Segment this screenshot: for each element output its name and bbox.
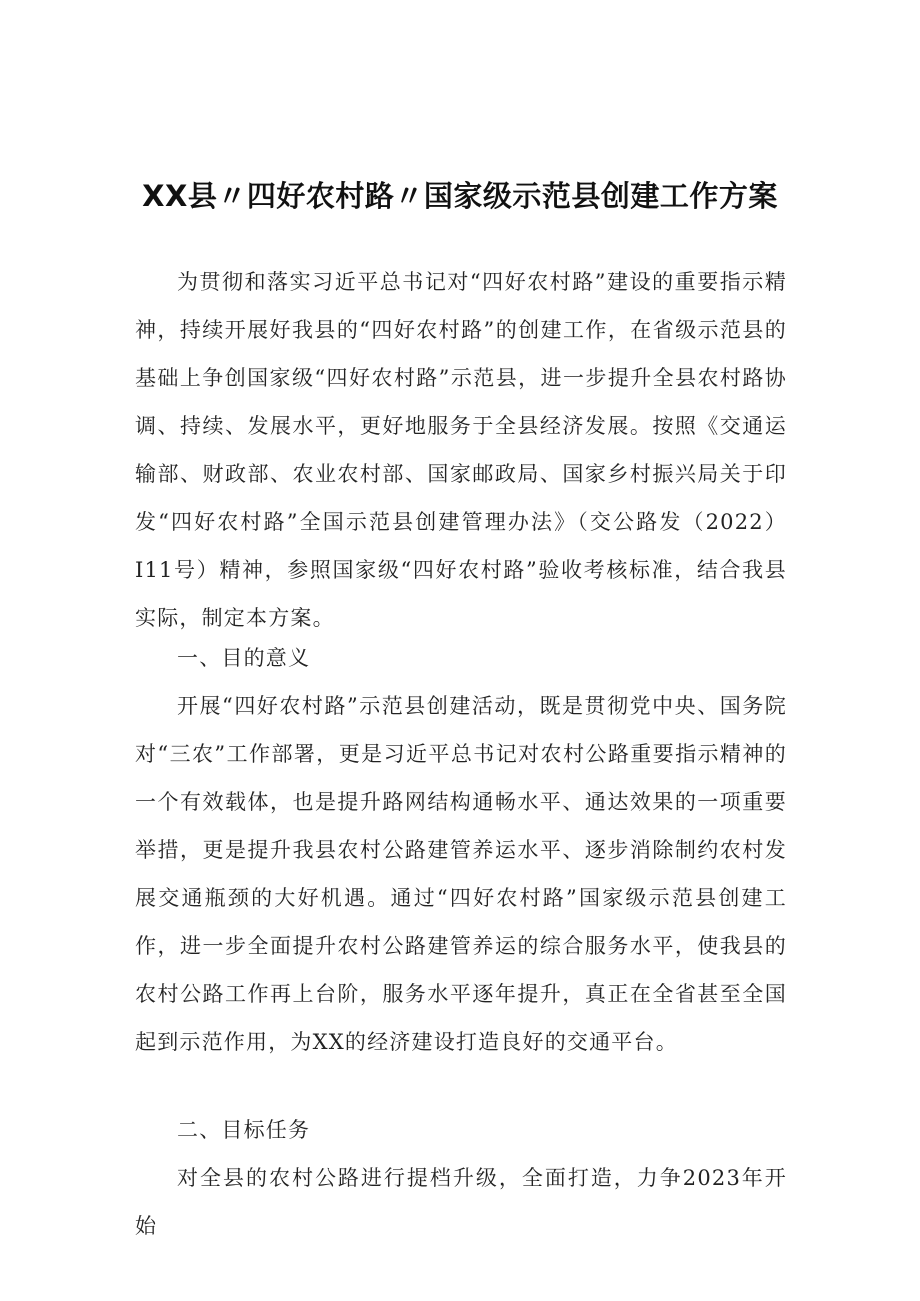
- section-heading-goals: 二、目标任务: [177, 1118, 311, 1142]
- intro-paragraph: 为贯彻和落实习近平总书记对“四好农村路”建设的重要指示精神，持续开展好我县的“四好农村路”的创建工作，在省级示范县的基础上争创国家级“四好农村路”示范县，进一步提升全县农村路协调、持续、发展水平，更好地服务于全县经济发展。按照《交通运输部、财政部、农业农村部、国家邮政局、国家乡村振兴局关于印发“四好农村路”全国示范县创建管理办法》（交公路发（2022）I11号）精神，参照国家级“四好农村路”验收考核标准，结合我县实际，制定本方案。: [135, 270, 787, 630]
- document-title: XX县〃四好农村路〃国家级示范县创建工作方案: [142, 179, 778, 213]
- goals-paragraph: 对全县的农村公路进行提档升级，全面打造，力争2023年开始: [135, 1166, 787, 1238]
- section-heading-purpose: 一、目的意义: [177, 646, 311, 670]
- purpose-paragraph: 开展“四好农村路”示范县创建活动，既是贯彻党中央、国务院对“三农”工作部署，更是习近平总书记对农村公路重要指示精神的一个有效载体，也是提升路网结构通畅水平、通达效果的一项重要举措，更是提升我县农村公路建管养运水平、逐步消除制约农村发展交通瓶颈的大好机遇。通过“四好农村路”国家级示范县创建工作，进一步全面提升农村公路建管养运的综合服务水平，使我县的农村公路工作再上台阶，服务水平逐年提升，真正在全省甚至全国起到示范作用，为XX的经济建设打造良好的交通平台。: [135, 694, 787, 1054]
